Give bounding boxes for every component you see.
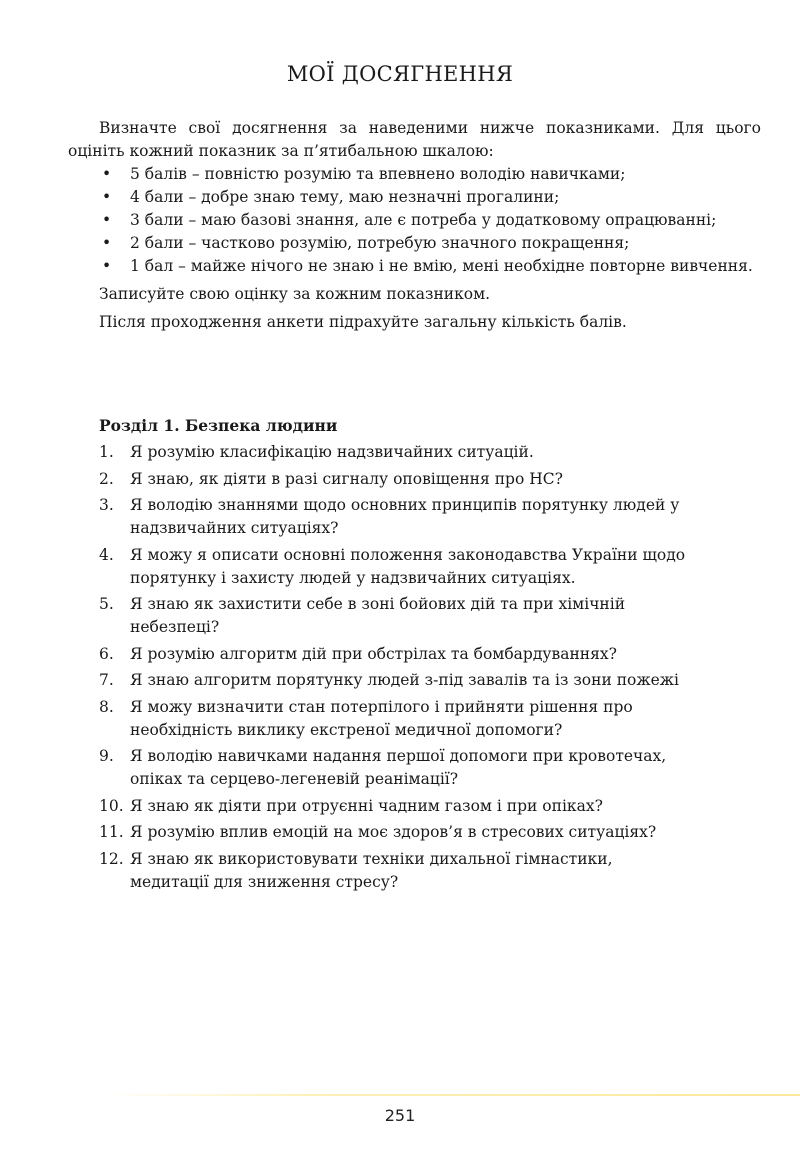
- list-item: [99, 544, 689, 590]
- item-number: 12.: [99, 849, 124, 868]
- page-title: МОЇ ДОСЯГНЕННЯ: [286, 62, 514, 86]
- list-item: [99, 468, 689, 491]
- item-number: 3.: [99, 496, 114, 514]
- page-number: 251: [384, 1106, 416, 1125]
- list-item: [99, 643, 689, 666]
- intro-block: [68, 117, 761, 334]
- item-number: 8.: [99, 697, 114, 716]
- list-item: [68, 232, 761, 255]
- item-number: 7.: [99, 671, 114, 689]
- list-item: [99, 821, 689, 844]
- scale-item-text: 4 бали – добре знаю тему, маю незначні прогалини;: [130, 188, 560, 206]
- item-number: 6.: [99, 644, 114, 663]
- item-number: 5.: [99, 595, 114, 613]
- section-1: [99, 414, 689, 897]
- section-title: Розділ 1. Безпека людини: [99, 416, 338, 435]
- item-text: Я знаю як захистити себе в зоні бойових дій та при хімічній небезпеці?: [130, 595, 626, 636]
- item-text: Я знаю алгоритм порятунку людей з-під завалів та із зони пожежі: [130, 671, 680, 689]
- list-item: [99, 848, 689, 894]
- list-item: [68, 186, 761, 209]
- item-number: 9.: [99, 747, 114, 765]
- item-text: Я знаю, як діяти в разі сигналу оповіщення про НС?: [130, 469, 563, 488]
- list-item: [99, 494, 689, 540]
- note-total-score: Після проходження анкети підрахуйте загальну кількість балів.: [99, 313, 627, 331]
- item-text: Я розумію класифікацію надзвичайних ситуацій.: [130, 443, 534, 461]
- item-number: 10.: [99, 796, 124, 815]
- list-item: [68, 255, 761, 278]
- item-text: Я розумію алгоритм дій при обстрілах та бомбардуваннях?: [130, 644, 617, 663]
- list-item: [99, 795, 689, 818]
- list-item: [99, 745, 689, 791]
- note-record-score: Записуйте свою оцінку за кожним показником.: [99, 285, 491, 303]
- scale-item-text: 5 балів – повністю розумію та впевнено володію навичками;: [130, 165, 626, 183]
- bullet-icon: •: [102, 188, 112, 206]
- bullet-icon: •: [102, 165, 112, 183]
- bullet-icon: •: [102, 234, 112, 252]
- list-item: [68, 163, 761, 186]
- scale-list: [68, 163, 761, 278]
- scale-item-text: 3 бали – маю базові знання, але є потреба у додатковому опрацюванні;: [130, 211, 717, 229]
- intro-paragraph: Визначте свої досягнення за наведеними нижче показниками. Для цього оцініть кожний показник за п’ятибальною шкалою:: [68, 119, 761, 160]
- item-number: 11.: [99, 823, 124, 841]
- item-text: Я можу я описати основні положення законодавства України щодо порятунку і захисту людей у надзвичайних ситуаціях.: [130, 545, 686, 587]
- item-number: 1.: [99, 443, 114, 461]
- question-list: [99, 441, 689, 894]
- item-text: Я володію навичками надання першої допомоги при кровотечах, опіках та серцево-легеневій реанімації?: [130, 747, 667, 788]
- item-text: Я можу визначити стан потерпілого і прийняти рішення про необхідність виклику екстреної медичної допомоги?: [130, 697, 633, 739]
- scale-item-text: 2 бали – частково розумію, потребую значного покращення;: [130, 234, 630, 252]
- list-item: [68, 209, 761, 232]
- footer-divider: [100, 1094, 800, 1096]
- item-number: 4.: [99, 545, 114, 564]
- list-item: [99, 593, 689, 639]
- list-item: [99, 669, 689, 692]
- list-item: [99, 441, 689, 464]
- item-text: Я знаю як використовувати техніки дихальної гімнастики, медитації для зниження стресу?: [130, 849, 613, 891]
- item-text: Я розумію вплив емоцій на моє здоров’я в стресових ситуаціях?: [130, 823, 657, 841]
- item-number: 2.: [99, 469, 114, 488]
- bullet-icon: •: [102, 257, 112, 275]
- bullet-icon: •: [102, 211, 112, 229]
- list-item: [99, 696, 689, 742]
- item-text: Я володію знаннями щодо основних принципів порятунку людей у надзвичайних ситуаціях?: [130, 496, 680, 537]
- item-text: Я знаю як діяти при отруєнні чадним газом і при опіках?: [130, 796, 603, 815]
- scale-item-text: 1 бал – майже нічого не знаю і не вмію, мені необхідне повторне вивчення.: [130, 257, 753, 275]
